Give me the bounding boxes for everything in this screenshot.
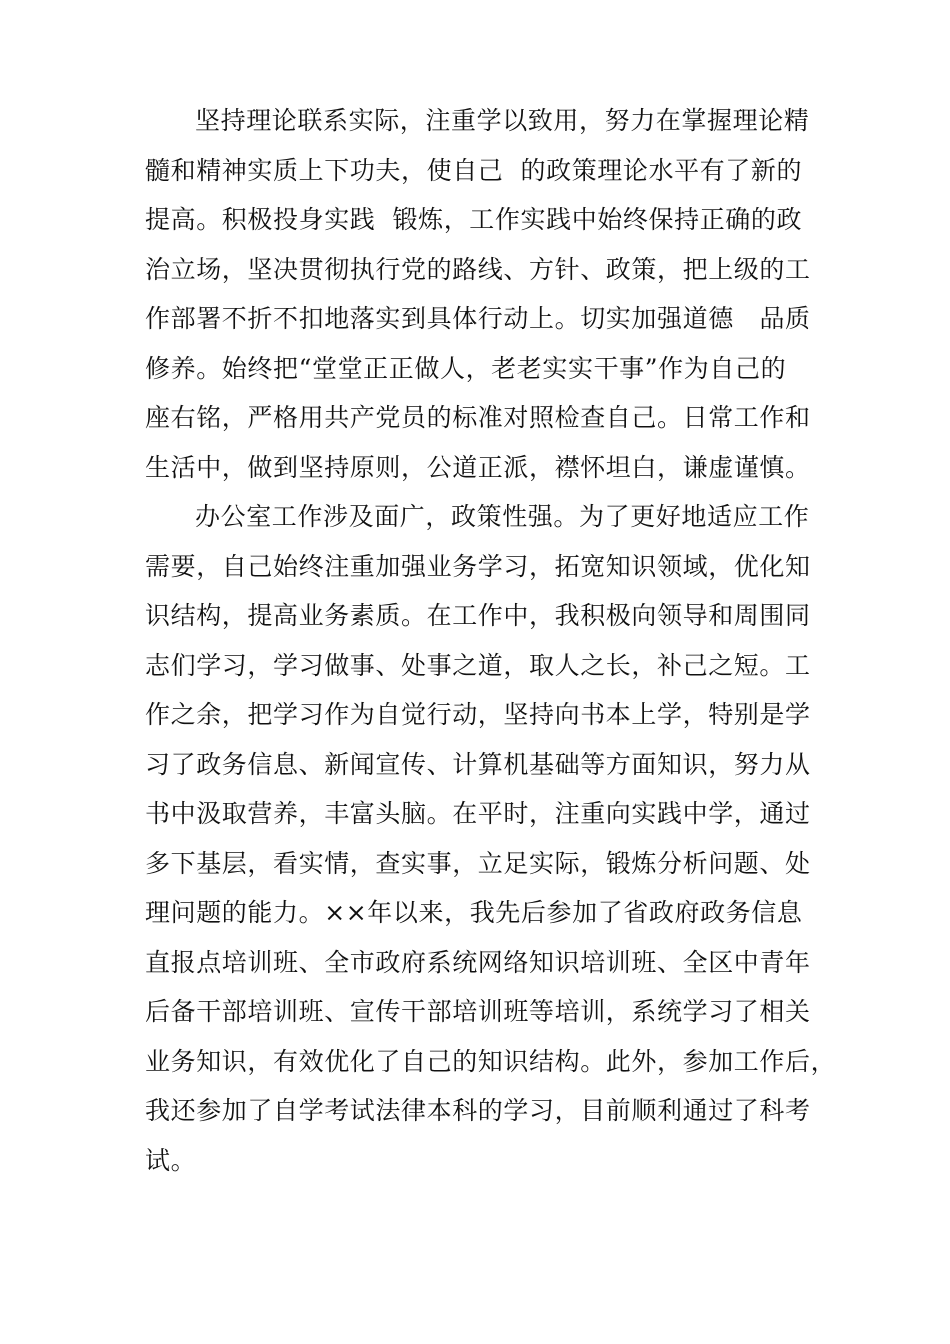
paragraph-2-line-9: 理问题的能力。××年以来，我先后参加了省政府政务信息	[145, 898, 803, 927]
paragraph-2-line-7: 书中汲取营养，丰富头脑。在平时，注重向实践中学，通过	[145, 799, 811, 828]
paragraph-2-line-6: 习了政务信息、新闻宣传、计算机基础等方面知识，努力从	[145, 749, 811, 779]
paragraph-2-line-14: 试。	[145, 1145, 197, 1175]
paragraph-1-line-4: 治立场，坚决贯彻执行党的路线、方针、政策，把上级的工	[145, 254, 811, 284]
paragraph-1-line-1: 坚持理论联系实际，注重学以致用，努力在掌握理论精	[195, 106, 810, 135]
paragraph-2-line-13: 我还参加了自学考试法律本科的学习，目前顺利通过了科考	[145, 1096, 811, 1125]
body-text	[145, 96, 837, 1185]
paragraph-2-line-12: 业务知识，有效优化了自己的知识结构。此外，参加工作后，	[145, 1046, 837, 1076]
paragraph-2-line-2: 需要，自己始终注重加强业务学习，拓宽知识领域，优化知	[145, 551, 811, 581]
paragraph-1-line-5: 作部署不折不扣地落实到具体行动上。切实加强道德 品质	[145, 304, 811, 333]
paragraph-2-line-5: 作之余，把学习作为自觉行动，坚持向书本上学，特别是学	[145, 700, 811, 729]
paragraph-1-line-6: 修养。始终把“堂堂正正做人，老老实实干事”作为自己的	[145, 353, 787, 383]
paragraph-2-line-4: 志们学习，学习做事、处事之道，取人之长，补己之短。工	[145, 650, 811, 680]
paragraph-1-line-2: 髓和精神实质上下功夫，使自己 的政策理论水平有了新的	[145, 155, 803, 185]
paragraph-2-line-10: 直报点培训班、全市政府系统网络知识培训班、全区中青年	[145, 947, 811, 977]
paragraph-2-line-8: 多下基层，看实情，查实事，立足实际，锻炼分析问题、处	[145, 848, 811, 878]
paragraph-2-line-3: 识结构，提高业务素质。在工作中，我积极向领导和周围同	[145, 601, 811, 630]
paragraph-2-line-11: 后备干部培训班、宣传干部培训班等培训，系统学习了相关	[145, 997, 811, 1026]
paragraph-2-line-1: 办公室工作涉及面广，政策性强。为了更好地适应工作	[195, 502, 810, 531]
paragraph-1-line-7: 座右铭，严格用共产党员的标准对照检查自己。日常工作和	[145, 403, 811, 432]
paragraph-1-line-8: 生活中，做到坚持原则，公道正派，襟怀坦白，谦虚谨慎。	[145, 452, 811, 482]
paragraph-1-line-3: 提高。积极投身实践 锻炼，工作实践中始终保持正确的政	[145, 205, 803, 234]
